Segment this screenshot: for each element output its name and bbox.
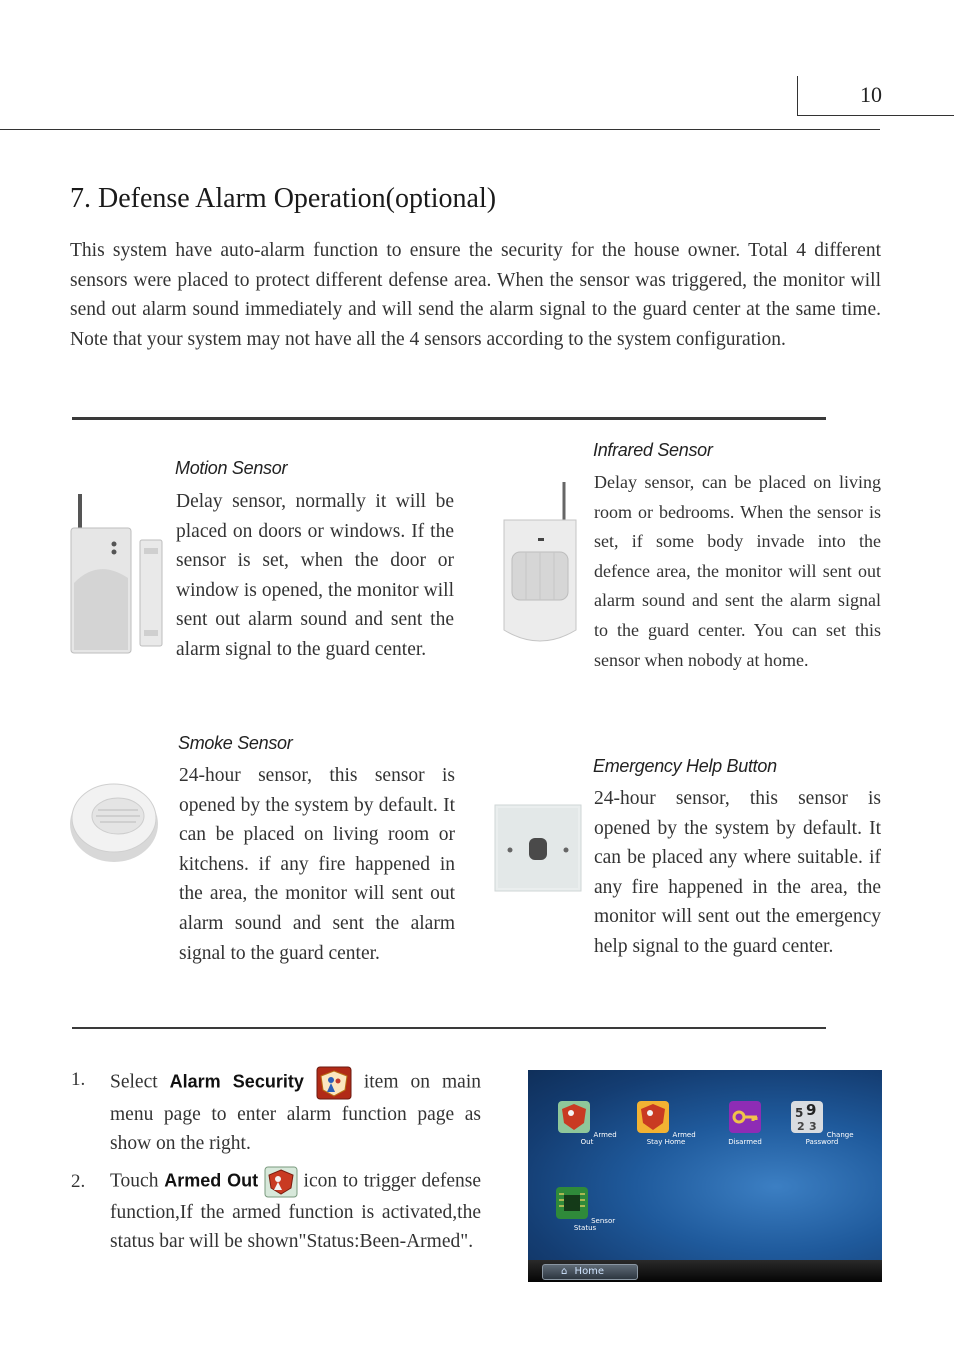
- smoke-sensor-text: 24-hour sensor, this sensor is opened by the system by default. It can be placed on living room or kitchens. if any fire happened in the area, the monitor will sent out alarm sound and sent the alarm signal to the guard center.: [179, 765, 455, 964]
- step-2-pre: Touch: [110, 1170, 159, 1192]
- step-2-number: 2.: [71, 1171, 86, 1192]
- step-1-bold: Alarm Security: [169, 1071, 304, 1092]
- divider-bottom: [72, 1027, 826, 1029]
- armed-out-icon: [557, 1100, 591, 1134]
- header-box-bottom: [797, 115, 954, 116]
- home-button[interactable]: [542, 1264, 638, 1280]
- svg-text:5: 5: [795, 1106, 804, 1120]
- key-icon: [728, 1100, 762, 1134]
- home-icon: ⌂: [561, 1266, 568, 1277]
- step-1-text: [110, 1066, 481, 1158]
- app-sensor-status-label: Sensor Status: [573, 1217, 616, 1232]
- header-rule: [0, 129, 880, 130]
- app-change-password-label: Change Password: [805, 1131, 854, 1146]
- infrared-sensor-title: Infrared Sensor: [593, 440, 713, 460]
- motion-sensor-title: Motion Sensor: [175, 458, 288, 478]
- alarm-menu-screenshot: [528, 1070, 882, 1282]
- app-sensor-status[interactable]: [552, 1186, 618, 1232]
- app-armed-out[interactable]: [554, 1100, 620, 1146]
- page-number: 10: [860, 82, 882, 107]
- emergency-button-title: Emergency Help Button: [593, 756, 777, 776]
- step-1-number: 1.: [71, 1069, 86, 1090]
- step-2-post: icon to trigger defense function,If the armed function is activated,the status bar will be shown"Status:Been-Armed".: [110, 1170, 482, 1252]
- section-title: 7. Defense Alarm Operation(optional): [70, 183, 497, 214]
- motion-sensor-text: Delay sensor, normally it will be placed on doors or windows. If the sensor is set, when the door or window is opened, the monitor will sent out alarm sound and sent the alarm signal to the guard center.: [176, 491, 454, 660]
- smoke-sensor-title: Smoke Sensor: [178, 733, 293, 753]
- app-armed-out-label: Armed Out: [580, 1131, 617, 1146]
- armed-stay-home-icon: [636, 1100, 670, 1134]
- alarm-security-icon: [316, 1066, 352, 1100]
- app-change-password[interactable]: [789, 1100, 855, 1146]
- emergency-button-text: 24-hour sensor, this sensor is opened by the system by default. It can be placed any where suitable. if any fire happened in the area, the monitor will sent out the emergency help signal to the guard center.: [594, 788, 881, 957]
- password-digits-icon: [790, 1100, 824, 1134]
- circuit-board-icon: [555, 1186, 589, 1220]
- app-disarmed-label: Disarmed: [728, 1138, 762, 1146]
- app-armed-stay-home-label: Armed Stay Home: [646, 1131, 696, 1146]
- taskbar: [528, 1260, 882, 1282]
- infrared-sensor-text: Delay sensor, can be placed on living room or bedrooms. When the sensor is set, if some body invade into the defence area, the monitor will sent out alarm sound and sent the alarm signal to the guard center. You can set this sensor when nobody at home.: [594, 472, 881, 670]
- smoke-sensor-photo: [66, 776, 162, 866]
- armed-out-icon: [264, 1166, 298, 1198]
- step-2-text: [110, 1166, 481, 1256]
- app-armed-stay-home[interactable]: [633, 1100, 699, 1146]
- svg-text:2: 2: [797, 1120, 806, 1133]
- emergency-button-photo: [494, 804, 584, 894]
- home-button-label: Home: [574, 1266, 605, 1277]
- step-1-post: item on main menu page to enter alarm function page as show on the right.: [110, 1071, 481, 1154]
- motion-sensor-photo: [68, 488, 168, 658]
- svg-text:3: 3: [809, 1120, 818, 1133]
- infrared-sensor-photo: [498, 480, 582, 650]
- header-box-left: [797, 76, 798, 116]
- divider-top: [72, 417, 826, 420]
- app-disarmed[interactable]: [712, 1100, 778, 1146]
- step-1-pre: Select: [110, 1071, 158, 1093]
- svg-text:9: 9: [806, 1101, 817, 1119]
- intro-paragraph: This system have auto-alarm function to ensure the security for the house owner. Total 4 different sensors were placed to protect different defense area. When the sensor was triggered, the monitor will send out alarm sound immediately and will send the alarm signal to the guard center at the same time. Note that your system may not have all the 4 sensors according to the system configuration.: [70, 240, 881, 350]
- step-2-bold: Armed Out: [164, 1170, 259, 1191]
